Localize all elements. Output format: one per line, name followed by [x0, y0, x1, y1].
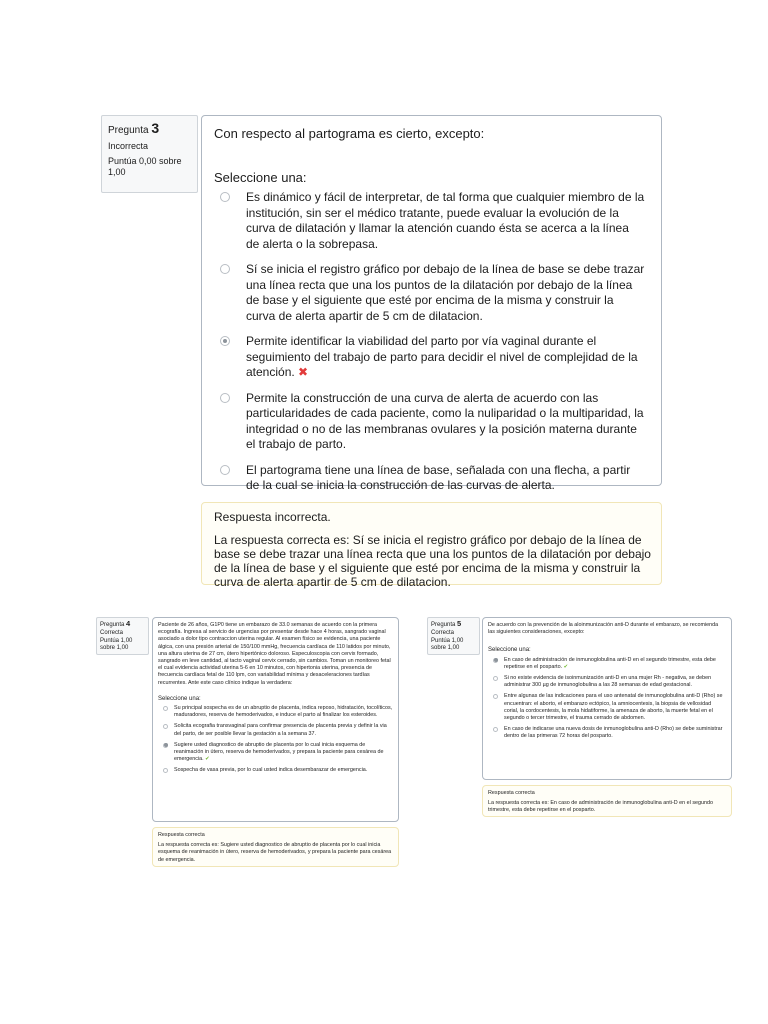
- correct-icon: ✔: [563, 663, 569, 670]
- answer-option-text: Permite identificar la viabilidad del parto por vía vaginal durante el seguimiento del trabajo de parto para decidir el nivel de complejidad de la atención.: [246, 334, 638, 379]
- answer-option-text: Si no existe evidencia de isoinmunización anti-D en una mujer Rh - negativa, se deben administrar 300 µg de inmunoglobulina a las 28 semanas de edad gestacional.: [504, 675, 712, 689]
- question-info-3: [101, 115, 198, 193]
- question-score: Puntúa 1,00 sobre 1,00: [100, 637, 133, 651]
- question-text: De acuerdo con la prevención de la aloinmunización anti-D durante el embarazo, se recomienda las siguientes consideraciones, excepto:: [488, 622, 719, 636]
- answer-option[interactable]: [488, 675, 726, 689]
- question-number: 4: [126, 619, 131, 628]
- answer-options: [214, 190, 651, 494]
- question-text: Con respecto al partograma es cierto, excepto:: [214, 126, 485, 141]
- question-score: Puntúa 1,00 sobre 1,00: [431, 637, 464, 651]
- answer-option[interactable]: [214, 262, 645, 324]
- answer-option[interactable]: [158, 705, 393, 719]
- answer-option-text: Sospecha de vasa previa, por lo cual usted indica desembarazar de emergencia.: [174, 767, 368, 774]
- correct-icon: ✔: [205, 756, 210, 763]
- answer-option-text: Solicita ecografia transvaginal para confirmar presencia de placenta previa y definir la via del parto, de ser posible llevar la gestación a la semana 37.: [174, 723, 387, 737]
- question-status: Correcta: [431, 630, 455, 637]
- answer-option-text: Permite la construcción de una curva de alerta de acuerdo con las particularidades de cada paciente, como la nuliparidad o la multiparidad, la integridad o no de las membranas ovulares y la posición materna durante el trabajo de parto.: [246, 390, 644, 451]
- question-number: 5: [457, 619, 462, 628]
- answer-options: [488, 657, 726, 741]
- feedback-title: Respuesta correcta: [158, 832, 205, 838]
- select-one-prompt: Seleccione una:: [214, 170, 307, 185]
- answer-option[interactable]: [488, 726, 726, 740]
- radio-button-checked[interactable]: [163, 743, 168, 748]
- answer-options: [158, 705, 393, 775]
- radio-button[interactable]: [163, 706, 168, 711]
- select-one-prompt: Seleccione una:: [158, 695, 201, 702]
- radio-button[interactable]: [220, 393, 230, 403]
- question-panel-5: [482, 617, 732, 780]
- answer-option-text: En caso de indicarse una nueva dosis de inmunoglobulina anti-D (Rho) se debe suministrar dentro de las primeras 72 horas del posparto.: [504, 726, 723, 740]
- question-label: Pregunta: [100, 622, 125, 628]
- answer-option-selected[interactable]: [488, 657, 726, 671]
- answer-option-selected[interactable]: [158, 742, 393, 764]
- answer-option[interactable]: [158, 723, 393, 737]
- answer-option-text: Es dinámico y fácil de interpretar, de tal forma que cualquier miembro de la institución, sin ser el médico tratante, puede evaluar la evolución de la curva de dilatación y llamar la atención cuando ésta se acerca a la línea de alerta o la sobrepasa.: [246, 190, 645, 251]
- question-number: 3: [151, 120, 160, 136]
- answer-option-body: [234, 334, 645, 381]
- answer-option-selected[interactable]: [214, 334, 645, 381]
- radio-button-checked[interactable]: [493, 658, 498, 663]
- answer-option-text: En caso de administración de inmunoglobulina anti-D en el segundo trimestre, esta debe repetirse en el posparto.: [504, 656, 716, 670]
- feedback-text: La respuesta correcta es: Sí se inicia el registro gráfico por debajo de la línea de base se debe trazar una línea recta que una los puntos de la dilatación por debajo de la línea de base y el siguiente que esté por encima de la misma y construir la curva de alerta apartir de 5 cm de dilatacion.: [214, 533, 651, 589]
- answer-option-text: El partograma tiene una línea de base, señalada con una flecha, a partir de la cual se inicia la construcción de las curvas de alerta.: [246, 462, 631, 492]
- answer-option[interactable]: [158, 767, 393, 774]
- radio-button[interactable]: [220, 192, 230, 202]
- feedback-text: La respuesta correcta es: En caso de administración de inmunoglobulina anti-D en el segundo trimestre, esta debe repetirse en el posparto.: [488, 800, 714, 814]
- question-info-5: [427, 617, 480, 655]
- question-panel-3: [201, 115, 662, 492]
- radio-button[interactable]: [163, 724, 168, 729]
- question-status: Correcta: [100, 630, 124, 637]
- answer-option-text: Sugiere usted diagnostico de abruptio de placenta por lo cual inicia esquema de reanimación in útero, reserva de hemoderivados, y prepara la paciente para cesárea de emergencia.: [174, 741, 384, 763]
- feedback-panel-3: [201, 502, 662, 589]
- answer-option-text: Su principal sospecha es de un abruptio de placenta, indica reposo, hidratación, tocolíticos, maduradores, reserva de hemoderivados, e induce el parto al finalizar los esteroides.: [174, 705, 393, 719]
- feedback-text: La respuesta correcta es: Sugiere usted diagnostico de abruptio de placenta por lo cual inicia esquema de reanimación in útero, reserva de hemoderivados, y prepara la paciente para cesárea de emergencia.: [158, 842, 392, 863]
- question-info-4: [96, 617, 149, 655]
- radio-button[interactable]: [163, 768, 168, 773]
- radio-button-checked[interactable]: [220, 336, 230, 346]
- answer-option-text: Sí se inicia el registro gráfico por debajo de la línea de base se debe trazar una línea recta que una los puntos de la dilatación por debajo de la línea de base y el siguiente que esté por encima de la misma y construir la curva de alerta apartir de 5 cm de dilatacion.: [246, 262, 645, 323]
- feedback-panel-5: [482, 785, 732, 817]
- feedback-panel-4: [152, 827, 399, 867]
- question-text: Paciente de 26 años, G1P0 tiene un embarazo de 33.0 semanas de acuerdo con la primera ecografía. Ingresa al servicio de urgencias por presentar desde hace 4 horas, sangrado vaginal asociado a dolor tipo contraccion uterina regular. Al examen físico se evidencia, una paciente álgica, con una presión arterial de 150/100 mmHg, frecuencia cardíaca de 110 latidos por minuto, una altura uterina de 27 cm, útero hipertónico doloroso. Especuloscopia con cervix formado, sangrado en leve cantidad, al tacto vaginal cervix cerrado, sin cambios. Toman un monitoreo fetal el cual evidencia actividad uterina 5-6 en 10 minutos, con hipertonia uterina, presencia de frecuencia cardíaca fetal de 110 lpm, con variabilidad mínima y desaceleraciones tardías recurrentes. Ante este caso clínico indique la verdadera:: [158, 622, 391, 686]
- radio-button[interactable]: [220, 264, 230, 274]
- radio-button[interactable]: [220, 465, 230, 475]
- question-score: Puntúa 0,00 sobre 1,00: [108, 156, 182, 177]
- feedback-title: Respuesta incorrecta.: [214, 510, 331, 524]
- question-label: Pregunta: [431, 622, 456, 628]
- question-status: Incorrecta: [108, 141, 149, 151]
- radio-button[interactable]: [493, 727, 498, 732]
- feedback-title: Respuesta correcta: [488, 790, 535, 796]
- radio-button[interactable]: [493, 694, 498, 699]
- incorrect-icon: ✖: [298, 365, 309, 379]
- question-label: Pregunta: [108, 125, 149, 136]
- answer-option[interactable]: [214, 391, 645, 453]
- answer-option[interactable]: [488, 693, 726, 722]
- select-one-prompt: Seleccione una:: [488, 647, 531, 654]
- answer-option[interactable]: [214, 463, 645, 494]
- answer-option-text: Entre algunas de las indicaciones para el uso antenatal de inmunoglobulina anti-D (Rho) se encuentran: el aborto, el embarazo ectópico, la amniocentesis, la biopsia de vellosidad corial, la cordocentesis, la mola hidatiforme, la amenaza de aborto, la muerte fetal en el segundo o tercer trimestre, el trauma cerrado de abdomen.: [504, 693, 723, 722]
- question-panel-4: [152, 617, 399, 822]
- answer-option[interactable]: [214, 190, 645, 252]
- radio-button[interactable]: [493, 676, 498, 681]
